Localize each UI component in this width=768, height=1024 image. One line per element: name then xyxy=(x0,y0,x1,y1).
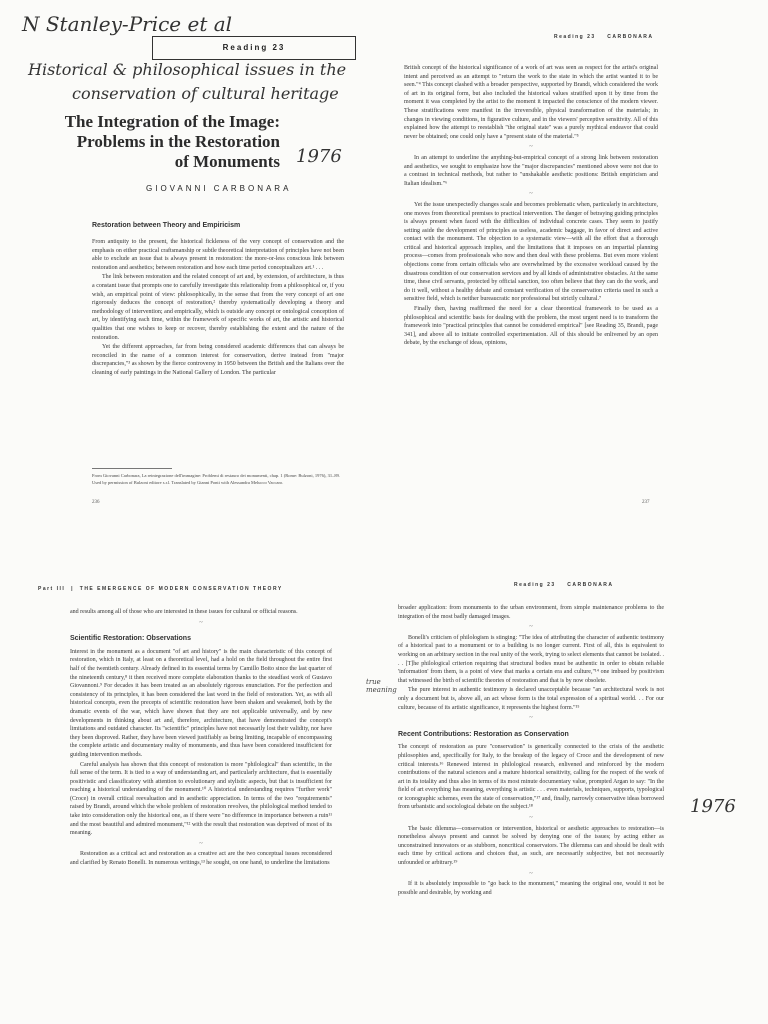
running-head-author: CARBONARA xyxy=(607,34,654,40)
paragraph: The pure interest in authentic testimony is declared unacceptable because "an architectural work is not only a document but is, above all, an act whose form is the total expression of a spiritual world. . . For our culture, because of its artistic significance, it represents the highest form."¹⁵ xyxy=(398,687,664,711)
section-separator: ~ xyxy=(529,624,533,631)
margin-note: true meaning xyxy=(366,678,397,694)
chapter-title xyxy=(6,112,280,172)
paragraph: and results among all of those who are interested in these issues for cultural or official reasons. xyxy=(70,609,298,615)
section-heading: Restoration between Theory and Empiricism xyxy=(92,222,241,229)
paragraph: If it is absolutely impossible to "go back to the monument," meaning the original one, would it not be possible and desirable, by working and xyxy=(398,881,664,896)
page-236 xyxy=(0,0,384,512)
page-237 xyxy=(384,0,768,512)
section-heading: Scientific Restoration: Observations xyxy=(70,635,191,643)
handwritten-year: 1976 xyxy=(296,146,342,167)
body-text xyxy=(398,604,664,897)
footnote-rule xyxy=(92,468,172,469)
section-separator: ~ xyxy=(529,144,533,151)
paragraph: Bonelli's criticism of philologism is stinging: "The idea of attributing the character of authentic testimony of a historical past to a monument or to a building is no longer current. First of all, this is equivalent to working on an arbitrary section in the real unity of the work, trying to select elements that cannot be isolated. . . . [T]he philological criterion requiring that structural bodies must be authentic in order to obtain reliable 'information' from them, is a point of view that marks a certain era and culture,"¹⁴ one imbued by positivism that witnessed the birth of scientific theories of restoration and that is by now obsolete. xyxy=(398,634,664,684)
section-separator: ~ xyxy=(529,191,533,198)
running-head xyxy=(554,34,654,40)
paragraph: Finally then, having reaffirmed the need for a clear theoretical framework to be used as a philosophical and scientific basis for dealing with the problem, the most urgent need is to transform the framework into "practical principles that cannot be considered empirical" [see Reading 35, Brandi, page 341], and above all to initiate controlled experimentation. All of this should be enlivened by an open debate, by the exchange of ideas, opinions, xyxy=(404,306,658,347)
paragraph: The concept of restoration as pure "conservation" is generically connected to the crisis of the aesthetic philosophies and, specifically for Italy, to the breakup of the legacy of Croce and the development of new critical interests.¹⁶ Renewed interest in philological research, enlivened and reinforced by the modern contributions of the natural sciences and a mature historical sensitivity, calling for the respect of the work of art in its totality and thus also in terms of its most minute documentary value, prompted Argan to say: "In the field of art everything has meaning, everything is artistic . . . even materials, techniques, supports, typological or iconographic schemes, even the state of conservation,"¹⁷ and, finally, narrowly conservative ideas borrowed from urbanistic and sociological debate on the subject.¹⁸ xyxy=(398,744,664,811)
title-line-2: Problems in the Restoration xyxy=(76,132,280,151)
handwritten-book-title-1: Historical & philosophical issues in the xyxy=(28,60,347,79)
section-separator: ~ xyxy=(199,840,203,847)
running-head xyxy=(514,582,614,588)
page-number: 237 xyxy=(642,500,650,505)
paragraph: The basic dilemma—conservation or intervention, historical or aesthetic approaches to restoration—is nonetheless always present and cannot be solved by denying one of the issues; by acting either as unconstrained innovators or as stubborn, noncritical conservators. The dilemma can and should be dealt with each time by critical actions and choices that, as such, are necessarily subjective, but not necessarily unfounded or arbitrary.¹⁹ xyxy=(398,825,664,867)
paragraph: Yet the issue unexpectedly changes scale and becomes problematic when, particularly in architecture, one moves from theoretical premises to practical intervention. The danger of betraying guiding principles is always present when faced with the difficulties of individual concrete cases. They seem to justify setting aside the development of principles as useless, academic baggage, in favor of direct and active contact with the monument. The objection to a systematic view—with all the effort that a thorough critical and historical approach implies, and the limitations that it imposes on an impartial planning process—comes from professionals who now and then deal with these problems. But even more violent objections come from certain officials who are overwhelmed by the excessive workload caused by the disastrous condition of our conservation services and by all kinds of administrative obstacles. At the same time, these civil servants, protected by official sanction, too often believe that they can do the work, and do it well, without a healthy debate and constant verification of the conservation criteria used in such a sensitive field, which is neither bureaucratic nor professional but strictly cultural.⁷ xyxy=(404,201,658,303)
author-name: GIOVANNI CARBONARA xyxy=(146,184,292,193)
page-239 xyxy=(366,512,768,1024)
section-separator: ~ xyxy=(529,815,533,822)
running-head: Part III | THE EMERGENCE OF MODERN CONSERVATION THEORY xyxy=(38,586,283,592)
paragraph: broader application: from monuments to the urban environment, from simple maintenance problems to the integration of the most badly damaged images. xyxy=(398,605,664,620)
paragraph: British concept of the historical significance of a work of art was seen as respect for the artist's original intent and perceived as an attempt to "return the work to the state in which the artist wanted it to be seen."⁴ This concept clashed with a broader perspective, supported by Brandi, which considered the work of art in its original form, but also included the historical values stratified upon it by time from the moment it was completed by the artist to the moment it impacted the conscience of the modern viewer. These stratifications were manifest in the irreversible, physical transformation of the materials; in changes in viewing conditions, in figurative culture, and in the viewers' perceptive sensitivity. All of this explained how the attempt to reestablish "the original state" was a purely mythical endeavor that could never be obtained; one could only have a "present state of the material."⁵ xyxy=(404,65,658,140)
paragraph: Interest in the monument as a document "of art and history" is the main characteristic of this concept of restoration, which in Italy, at least on a theoretical level, had a hold on the field throughout the entire first half of the twentieth century. Already defined in its essential terms by Camillo Boito since the last quarter of the nineteenth century,⁸ it then received more complete elaboration thanks to the steadfast work of Gustavo Giovannoni.⁹ For decades it has been treated as an absolutely rigorous enunciation. For the perfection and consistency of its principles, it has been considered the last word in the field of restoration. Yet, as with all historical concepts, even the precepts of scientific restoration have been shaken and weakened, both by the dramatic events of the war, which have shown that they are not applicable universally, and by new developments in thinking about art and, therefore, architecture, that have demonstrated the concept's limitations and outdated character. Its "scientific" principles have not necessarily lost their validity, nor have they been disproved. Rather, they have been viewed justifiably as being limiting, incapable of encompassing the complete artistic and documentary reality of monuments, and thus have been considered insufficient for guiding intervention methods. xyxy=(70,648,332,758)
paragraph: Restoration as a critical act and restoration as a creative act are the two conceptual issues reconsidered and clarified by Renato Bonelli. In numerous writings,¹³ he sought, on one hand, to underline the limitations xyxy=(70,851,332,867)
footnote: From Giovanni Carbonara, La reintegrazione dell'immagine: Problemi di restauro dei monumenti, chap. 1 (Rome: Bulzoni, 1976), 31–89. Used by permission of Bulzoni editore s.r.l. Translated by Gianni Ponti with Alessandra Melucco Vaccaro. xyxy=(92,473,341,485)
handwritten-book-title-2: conservation of cultural heritage xyxy=(72,84,339,103)
running-head-author: CARBONARA xyxy=(567,582,614,588)
paragraph: The link between restoration and the related concept of art and, by extension, of architecture, is thus a constant issue that prompts one to carefully investigate this relationship from a philosophical or, if you wish, an empirical point of view: philosophically, in the sense that from the very concept of art one rigorously deduces the concept of restoration,² thereby systematically developing a theory and methodology of intervention; and empirically, which is outside any concept or ontological conception of art, by identifying each time, within the framework of specific works of art, the artistic and historical qualities that one wishes to keep or recover, thereby establishing the extent and the nature of the restoration. xyxy=(92,274,344,341)
reading-label-box: Reading 23 xyxy=(152,36,356,60)
paragraph: Yet the different approaches, far from being considered academic differences that can always be reconciled in the name of a common interest for conservation, derive instead from "major discrepancies,"³ as shown by the fierce controversy in 1950 between the British and the Italians over the cleaning of early paintings in the National Gallery of London. The particular xyxy=(92,344,344,376)
running-head-title: THE EMERGENCE OF MODERN CONSERVATION THEORY xyxy=(79,586,283,592)
section-separator: ~ xyxy=(529,715,533,722)
running-head-part: Part III xyxy=(38,586,66,592)
running-head-label: Reading 23 xyxy=(554,34,596,40)
section-separator: ~ xyxy=(529,870,533,877)
running-head-label: Reading 23 xyxy=(514,582,556,588)
paragraph: Careful analysis has shown that this concept of restoration is more "philological" than scientific, in the full sense of the term. It is tied to a way of understanding art, and particularly architecture, that is essentially positivistic and classificatory with attention to evolutionary and stylistic aspects, but that is insufficient for reaching a historical understanding of the monument.¹⁰ A historical understanding requires "further work" (Croce) in overall critical reevaluation and in aesthetic appreciation. In terms of the two "requirements" raised by Brandi, around which the whole problem of restoration revolves, the philological method tended to take into consideration only the historical one, as if there were "no difference in importance between a ruin¹¹ and the most beautiful and admired monument,"¹² with the result that restoration was deprived of most of its meaning. xyxy=(70,761,332,837)
page-238 xyxy=(0,512,384,1024)
body-text xyxy=(70,608,332,868)
page-number: 236 xyxy=(92,500,100,505)
handwritten-year: 1976 xyxy=(690,796,736,817)
title-line-3: of Monuments xyxy=(174,152,280,171)
paragraph: In an attempt to underline the anything-but-empirical concept of a strong link between restoration and aesthetics, we sought to emphasize how the "major discrepancies" mentioned above were not due to a contrast in technical methods, but rather to "unshakable aesthetic positions: British empiricism and Italian idealism."⁶ xyxy=(404,154,658,187)
handwritten-note-top: N Stanley-Price et al xyxy=(22,12,233,36)
body-text xyxy=(404,64,658,348)
body-text xyxy=(92,238,344,378)
section-heading: Recent Contributions: Restoration as Conservation xyxy=(398,730,569,738)
title-line-1: The Integration of the Image: xyxy=(64,112,280,131)
paragraph: From antiquity to the present, the historical fickleness of the very concept of conservation and the emphasis on either practical craftsmanship or subtle theoretical interpretation of principles have not been able to exclude an issue that is always present in restoration: the more-or-less conscious link between restoration and aesthetics; between restoration and how each time period conceptualizes art.¹ . . . xyxy=(92,239,344,271)
section-separator: ~ xyxy=(199,619,203,626)
